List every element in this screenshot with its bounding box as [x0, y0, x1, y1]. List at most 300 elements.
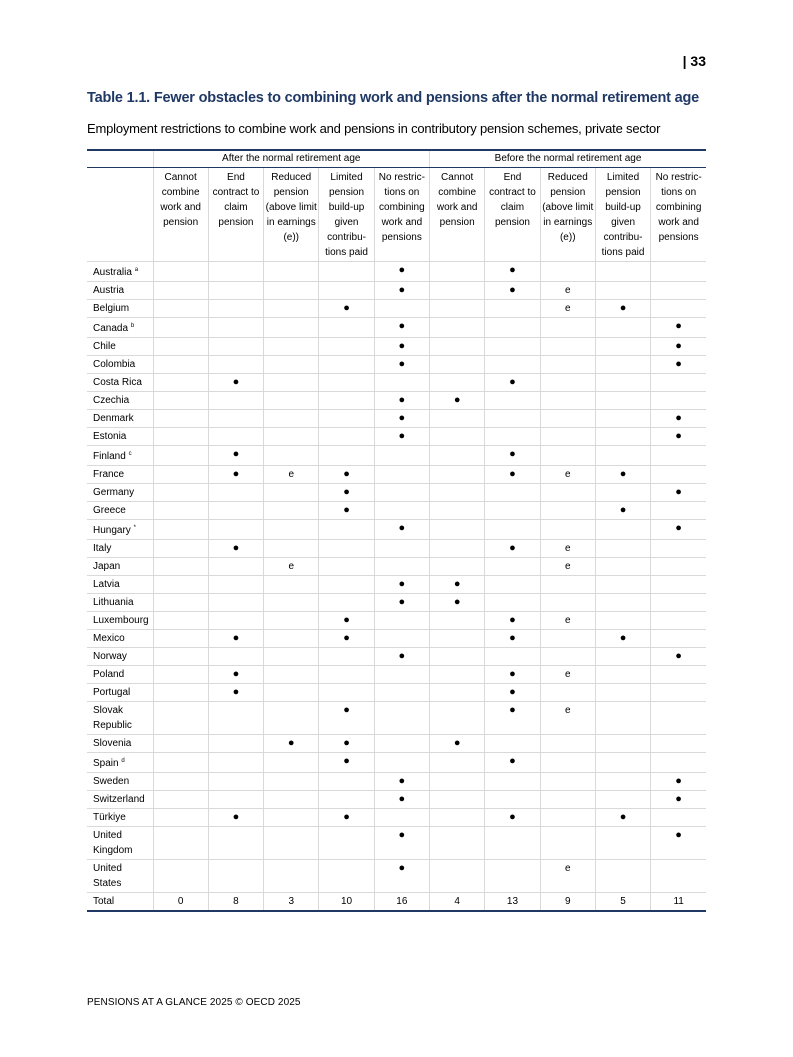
empty-cell [208, 558, 263, 576]
restriction-dot: ● [319, 502, 374, 520]
column-header-row [87, 168, 706, 262]
earnings-mark: e [540, 666, 595, 684]
table-row [87, 318, 706, 338]
column-header: Cannot combine work and pension [430, 168, 485, 262]
empty-cell [595, 576, 650, 594]
empty-cell [264, 338, 319, 356]
empty-cell [264, 300, 319, 318]
empty-cell [319, 540, 374, 558]
empty-cell [540, 753, 595, 773]
table-row [87, 791, 706, 809]
country-name: Mexico [93, 633, 125, 644]
empty-cell [153, 520, 208, 540]
empty-cell [595, 392, 650, 410]
empty-cell [264, 576, 319, 594]
empty-cell [430, 356, 485, 374]
empty-cell [651, 702, 706, 735]
empty-cell [540, 262, 595, 282]
total-label: Total [87, 893, 153, 912]
empty-cell [540, 338, 595, 356]
empty-cell [208, 753, 263, 773]
restriction-dot: ● [430, 594, 485, 612]
empty-cell [208, 520, 263, 540]
restriction-dot: ● [319, 466, 374, 484]
country-cell [87, 791, 153, 809]
country-cell [87, 520, 153, 540]
empty-cell [319, 594, 374, 612]
empty-cell [540, 356, 595, 374]
restriction-dot: ● [651, 520, 706, 540]
earnings-mark: e [540, 860, 595, 893]
table-row [87, 356, 706, 374]
empty-cell [264, 648, 319, 666]
group-header-before: Before the normal retirement age [430, 150, 707, 168]
empty-cell [430, 520, 485, 540]
earnings-mark: e [540, 702, 595, 735]
empty-cell [153, 648, 208, 666]
table-row [87, 666, 706, 684]
empty-cell [651, 392, 706, 410]
country-name: Hungary [93, 525, 131, 536]
country-name: Türkiye [93, 812, 126, 823]
country-name: Spain [93, 758, 119, 769]
country-name: Germany [93, 487, 135, 498]
earnings-mark: e [264, 466, 319, 484]
empty-cell [595, 827, 650, 860]
country-name: Finland [93, 451, 126, 462]
empty-cell [540, 576, 595, 594]
country-cell [87, 666, 153, 684]
empty-cell [153, 594, 208, 612]
empty-cell [264, 520, 319, 540]
empty-cell [208, 702, 263, 735]
restriction-dot: ● [208, 446, 263, 466]
table-row [87, 410, 706, 428]
empty-cell [540, 374, 595, 392]
empty-cell [485, 594, 540, 612]
country-name: United States [93, 863, 122, 889]
empty-cell [485, 520, 540, 540]
empty-cell [264, 860, 319, 893]
country-name: Portugal [93, 687, 131, 698]
empty-cell [319, 338, 374, 356]
empty-cell [485, 300, 540, 318]
column-header: No restrictions on combining work and pensions [374, 168, 429, 262]
country-cell [87, 684, 153, 702]
total-value: 5 [595, 893, 650, 912]
page-footer: PENSIONS AT A GLANCE 2025 © OECD 2025 [87, 997, 301, 1008]
total-value: 0 [153, 893, 208, 912]
empty-cell [485, 735, 540, 753]
column-header: Cannot combine work and pension [153, 168, 208, 262]
empty-cell [208, 282, 263, 300]
footnote-marker: d [121, 758, 125, 764]
restriction-dot: ● [374, 520, 429, 540]
restriction-dot: ● [319, 753, 374, 773]
country-cell [87, 827, 153, 860]
empty-cell [540, 773, 595, 791]
empty-cell [264, 410, 319, 428]
restriction-dot: ● [319, 735, 374, 753]
restriction-dot: ● [485, 446, 540, 466]
empty-cell [264, 428, 319, 446]
empty-cell [208, 860, 263, 893]
empty-cell [153, 860, 208, 893]
empty-cell [430, 827, 485, 860]
restriction-dot: ● [430, 392, 485, 410]
country-name: Denmark [93, 413, 134, 424]
empty-cell [651, 540, 706, 558]
empty-cell [430, 540, 485, 558]
country-name: Slovak Republic [93, 705, 132, 731]
empty-cell [651, 630, 706, 648]
empty-cell [430, 809, 485, 827]
empty-cell [595, 666, 650, 684]
country-name: Luxembourg [93, 615, 149, 626]
empty-cell [319, 860, 374, 893]
empty-cell [485, 791, 540, 809]
table-row [87, 860, 706, 893]
restriction-dot: ● [374, 576, 429, 594]
empty-cell [153, 735, 208, 753]
column-header-country [87, 168, 153, 262]
empty-cell [319, 374, 374, 392]
empty-cell [264, 753, 319, 773]
empty-cell [208, 735, 263, 753]
empty-cell [430, 684, 485, 702]
restriction-dot: ● [319, 702, 374, 735]
column-header: Reduced pension (above limit in earnings (e)) [264, 168, 319, 262]
empty-cell [540, 410, 595, 428]
empty-cell [264, 773, 319, 791]
empty-cell [651, 612, 706, 630]
earnings-mark: e [540, 466, 595, 484]
empty-cell [153, 466, 208, 484]
earnings-mark: e [540, 612, 595, 630]
empty-cell [651, 300, 706, 318]
empty-cell [264, 318, 319, 338]
restriction-dot: ● [651, 773, 706, 791]
country-cell [87, 300, 153, 318]
table-row [87, 558, 706, 576]
restriction-dot: ● [319, 809, 374, 827]
empty-cell [264, 262, 319, 282]
empty-cell [430, 702, 485, 735]
empty-cell [595, 860, 650, 893]
restriction-dot: ● [319, 612, 374, 630]
restriction-dot: ● [651, 356, 706, 374]
empty-cell [540, 428, 595, 446]
earnings-mark: e [540, 558, 595, 576]
empty-cell [595, 410, 650, 428]
restriction-dot: ● [374, 318, 429, 338]
country-cell [87, 392, 153, 410]
empty-cell [319, 791, 374, 809]
country-name: Switzerland [93, 794, 145, 805]
empty-cell [264, 809, 319, 827]
country-cell [87, 446, 153, 466]
earnings-mark: e [540, 540, 595, 558]
empty-cell [651, 860, 706, 893]
empty-cell [374, 374, 429, 392]
empty-cell [651, 809, 706, 827]
empty-cell [430, 318, 485, 338]
empty-cell [540, 318, 595, 338]
empty-cell [595, 484, 650, 502]
country-cell [87, 484, 153, 502]
restriction-dot: ● [208, 666, 263, 684]
empty-cell [153, 576, 208, 594]
country-name: Canada [93, 323, 129, 334]
empty-cell [430, 410, 485, 428]
empty-cell [540, 735, 595, 753]
restriction-dot: ● [374, 392, 429, 410]
country-name: Austria [93, 285, 125, 296]
empty-cell [374, 484, 429, 502]
empty-cell [208, 502, 263, 520]
column-header: Limited pension build-up given contributions paid [595, 168, 650, 262]
total-value: 8 [208, 893, 263, 912]
table-row [87, 502, 706, 520]
empty-cell [430, 612, 485, 630]
country-name: Chile [93, 341, 116, 352]
empty-cell [651, 594, 706, 612]
empty-cell [264, 502, 319, 520]
footnote-marker: b [130, 323, 135, 329]
empty-cell [430, 300, 485, 318]
empty-cell [319, 520, 374, 540]
empty-cell [264, 594, 319, 612]
empty-cell [540, 484, 595, 502]
total-value: 4 [430, 893, 485, 912]
empty-cell [153, 410, 208, 428]
column-header: No restrictions on combining work and pensions [651, 168, 706, 262]
empty-cell [374, 502, 429, 520]
restriction-dot: ● [651, 484, 706, 502]
restriction-dot: ● [651, 338, 706, 356]
table-row [87, 374, 706, 392]
empty-cell [153, 753, 208, 773]
restriction-dot: ● [374, 410, 429, 428]
country-name: Greece [93, 505, 126, 516]
restriction-dot: ● [208, 630, 263, 648]
table-row [87, 702, 706, 735]
restriction-dot: ● [595, 300, 650, 318]
restriction-dot: ● [485, 262, 540, 282]
empty-cell [208, 827, 263, 860]
empty-cell [595, 648, 650, 666]
empty-cell [485, 356, 540, 374]
empty-cell [651, 282, 706, 300]
table-subtitle: Employment restrictions to combine work and pensions in contributory pension schemes, private sector [87, 121, 661, 136]
table-body [87, 262, 706, 912]
total-value: 10 [319, 893, 374, 912]
empty-cell [374, 446, 429, 466]
empty-cell [153, 558, 208, 576]
restriction-dot: ● [374, 648, 429, 666]
restriction-dot: ● [374, 594, 429, 612]
empty-cell [153, 702, 208, 735]
empty-cell [595, 318, 650, 338]
empty-cell [208, 594, 263, 612]
restriction-dot: ● [485, 282, 540, 300]
empty-cell [319, 773, 374, 791]
empty-cell [319, 446, 374, 466]
empty-cell [319, 392, 374, 410]
empty-cell [153, 262, 208, 282]
column-header: Limited pension build-up given contributions paid [319, 168, 374, 262]
empty-cell [374, 466, 429, 484]
empty-cell [264, 612, 319, 630]
empty-cell [153, 791, 208, 809]
empty-cell [153, 684, 208, 702]
table-row [87, 338, 706, 356]
country-name: United Kingdom [93, 830, 133, 856]
empty-cell [153, 392, 208, 410]
restriction-dot: ● [208, 466, 263, 484]
empty-cell [264, 630, 319, 648]
total-value: 13 [485, 893, 540, 912]
table-row [87, 612, 706, 630]
empty-cell [264, 356, 319, 374]
restriction-dot: ● [651, 428, 706, 446]
country-cell [87, 648, 153, 666]
country-name: Norway [93, 651, 127, 662]
empty-cell [208, 356, 263, 374]
empty-cell [651, 576, 706, 594]
empty-cell [153, 773, 208, 791]
empty-cell [319, 262, 374, 282]
empty-cell [319, 576, 374, 594]
country-cell [87, 735, 153, 753]
restriction-dot: ● [208, 540, 263, 558]
empty-cell [595, 558, 650, 576]
table-row [87, 466, 706, 484]
table-row [87, 773, 706, 791]
country-name: France [93, 469, 125, 480]
country-cell [87, 773, 153, 791]
restriction-dot: ● [374, 356, 429, 374]
table-row [87, 300, 706, 318]
restriction-dot: ● [208, 684, 263, 702]
empty-cell [208, 262, 263, 282]
page-number: | 33 [682, 53, 706, 69]
empty-cell [153, 612, 208, 630]
table-row [87, 484, 706, 502]
empty-cell [208, 484, 263, 502]
empty-cell [153, 282, 208, 300]
country-name: Latvia [93, 579, 120, 590]
empty-cell [595, 735, 650, 753]
empty-cell [430, 262, 485, 282]
empty-cell [540, 502, 595, 520]
empty-cell [595, 262, 650, 282]
country-cell [87, 809, 153, 827]
empty-cell [374, 540, 429, 558]
empty-cell [595, 338, 650, 356]
table-row [87, 282, 706, 300]
restriction-dot: ● [319, 630, 374, 648]
table-row [87, 809, 706, 827]
empty-cell [153, 484, 208, 502]
restriction-dot: ● [374, 860, 429, 893]
restriction-dot: ● [595, 809, 650, 827]
empty-cell [264, 666, 319, 684]
empty-cell [485, 576, 540, 594]
restriction-dot: ● [319, 484, 374, 502]
earnings-mark: e [264, 558, 319, 576]
empty-cell [208, 773, 263, 791]
country-name: Colombia [93, 359, 136, 370]
empty-cell [153, 809, 208, 827]
restriction-dot: ● [651, 791, 706, 809]
empty-cell [595, 356, 650, 374]
empty-cell [208, 648, 263, 666]
footnote-marker: c [128, 451, 132, 457]
empty-cell [319, 428, 374, 446]
country-name: Czechia [93, 395, 130, 406]
country-name: Australia [93, 267, 132, 278]
column-header: Reduced pension (above limit in earnings (e)) [540, 168, 595, 262]
empty-cell [595, 282, 650, 300]
empty-cell [540, 446, 595, 466]
country-cell [87, 630, 153, 648]
restriction-dot: ● [595, 466, 650, 484]
restriction-dot: ● [374, 827, 429, 860]
restrictions-table [87, 149, 706, 912]
empty-cell [540, 809, 595, 827]
empty-cell [595, 791, 650, 809]
empty-cell [374, 612, 429, 630]
restriction-dot: ● [485, 753, 540, 773]
country-name: Poland [93, 669, 125, 680]
country-cell [87, 860, 153, 893]
empty-cell [485, 860, 540, 893]
table-row [87, 520, 706, 540]
earnings-mark: e [540, 282, 595, 300]
empty-cell [430, 374, 485, 392]
empty-cell [264, 392, 319, 410]
empty-cell [208, 612, 263, 630]
empty-cell [153, 428, 208, 446]
empty-cell [485, 484, 540, 502]
empty-cell [153, 827, 208, 860]
empty-cell [319, 356, 374, 374]
empty-cell [374, 684, 429, 702]
empty-cell [595, 753, 650, 773]
restriction-dot: ● [485, 374, 540, 392]
empty-cell [430, 860, 485, 893]
table-row [87, 630, 706, 648]
empty-cell [264, 827, 319, 860]
empty-cell [540, 392, 595, 410]
empty-cell [430, 791, 485, 809]
country-cell [87, 502, 153, 520]
restriction-dot: ● [485, 684, 540, 702]
empty-cell [485, 558, 540, 576]
empty-cell [153, 540, 208, 558]
restriction-dot: ● [595, 630, 650, 648]
empty-cell [595, 428, 650, 446]
empty-cell [485, 648, 540, 666]
empty-cell [651, 466, 706, 484]
empty-cell [540, 827, 595, 860]
empty-cell [153, 356, 208, 374]
empty-cell [374, 753, 429, 773]
footnote-marker: a [134, 267, 139, 273]
empty-cell [651, 753, 706, 773]
empty-cell [430, 282, 485, 300]
